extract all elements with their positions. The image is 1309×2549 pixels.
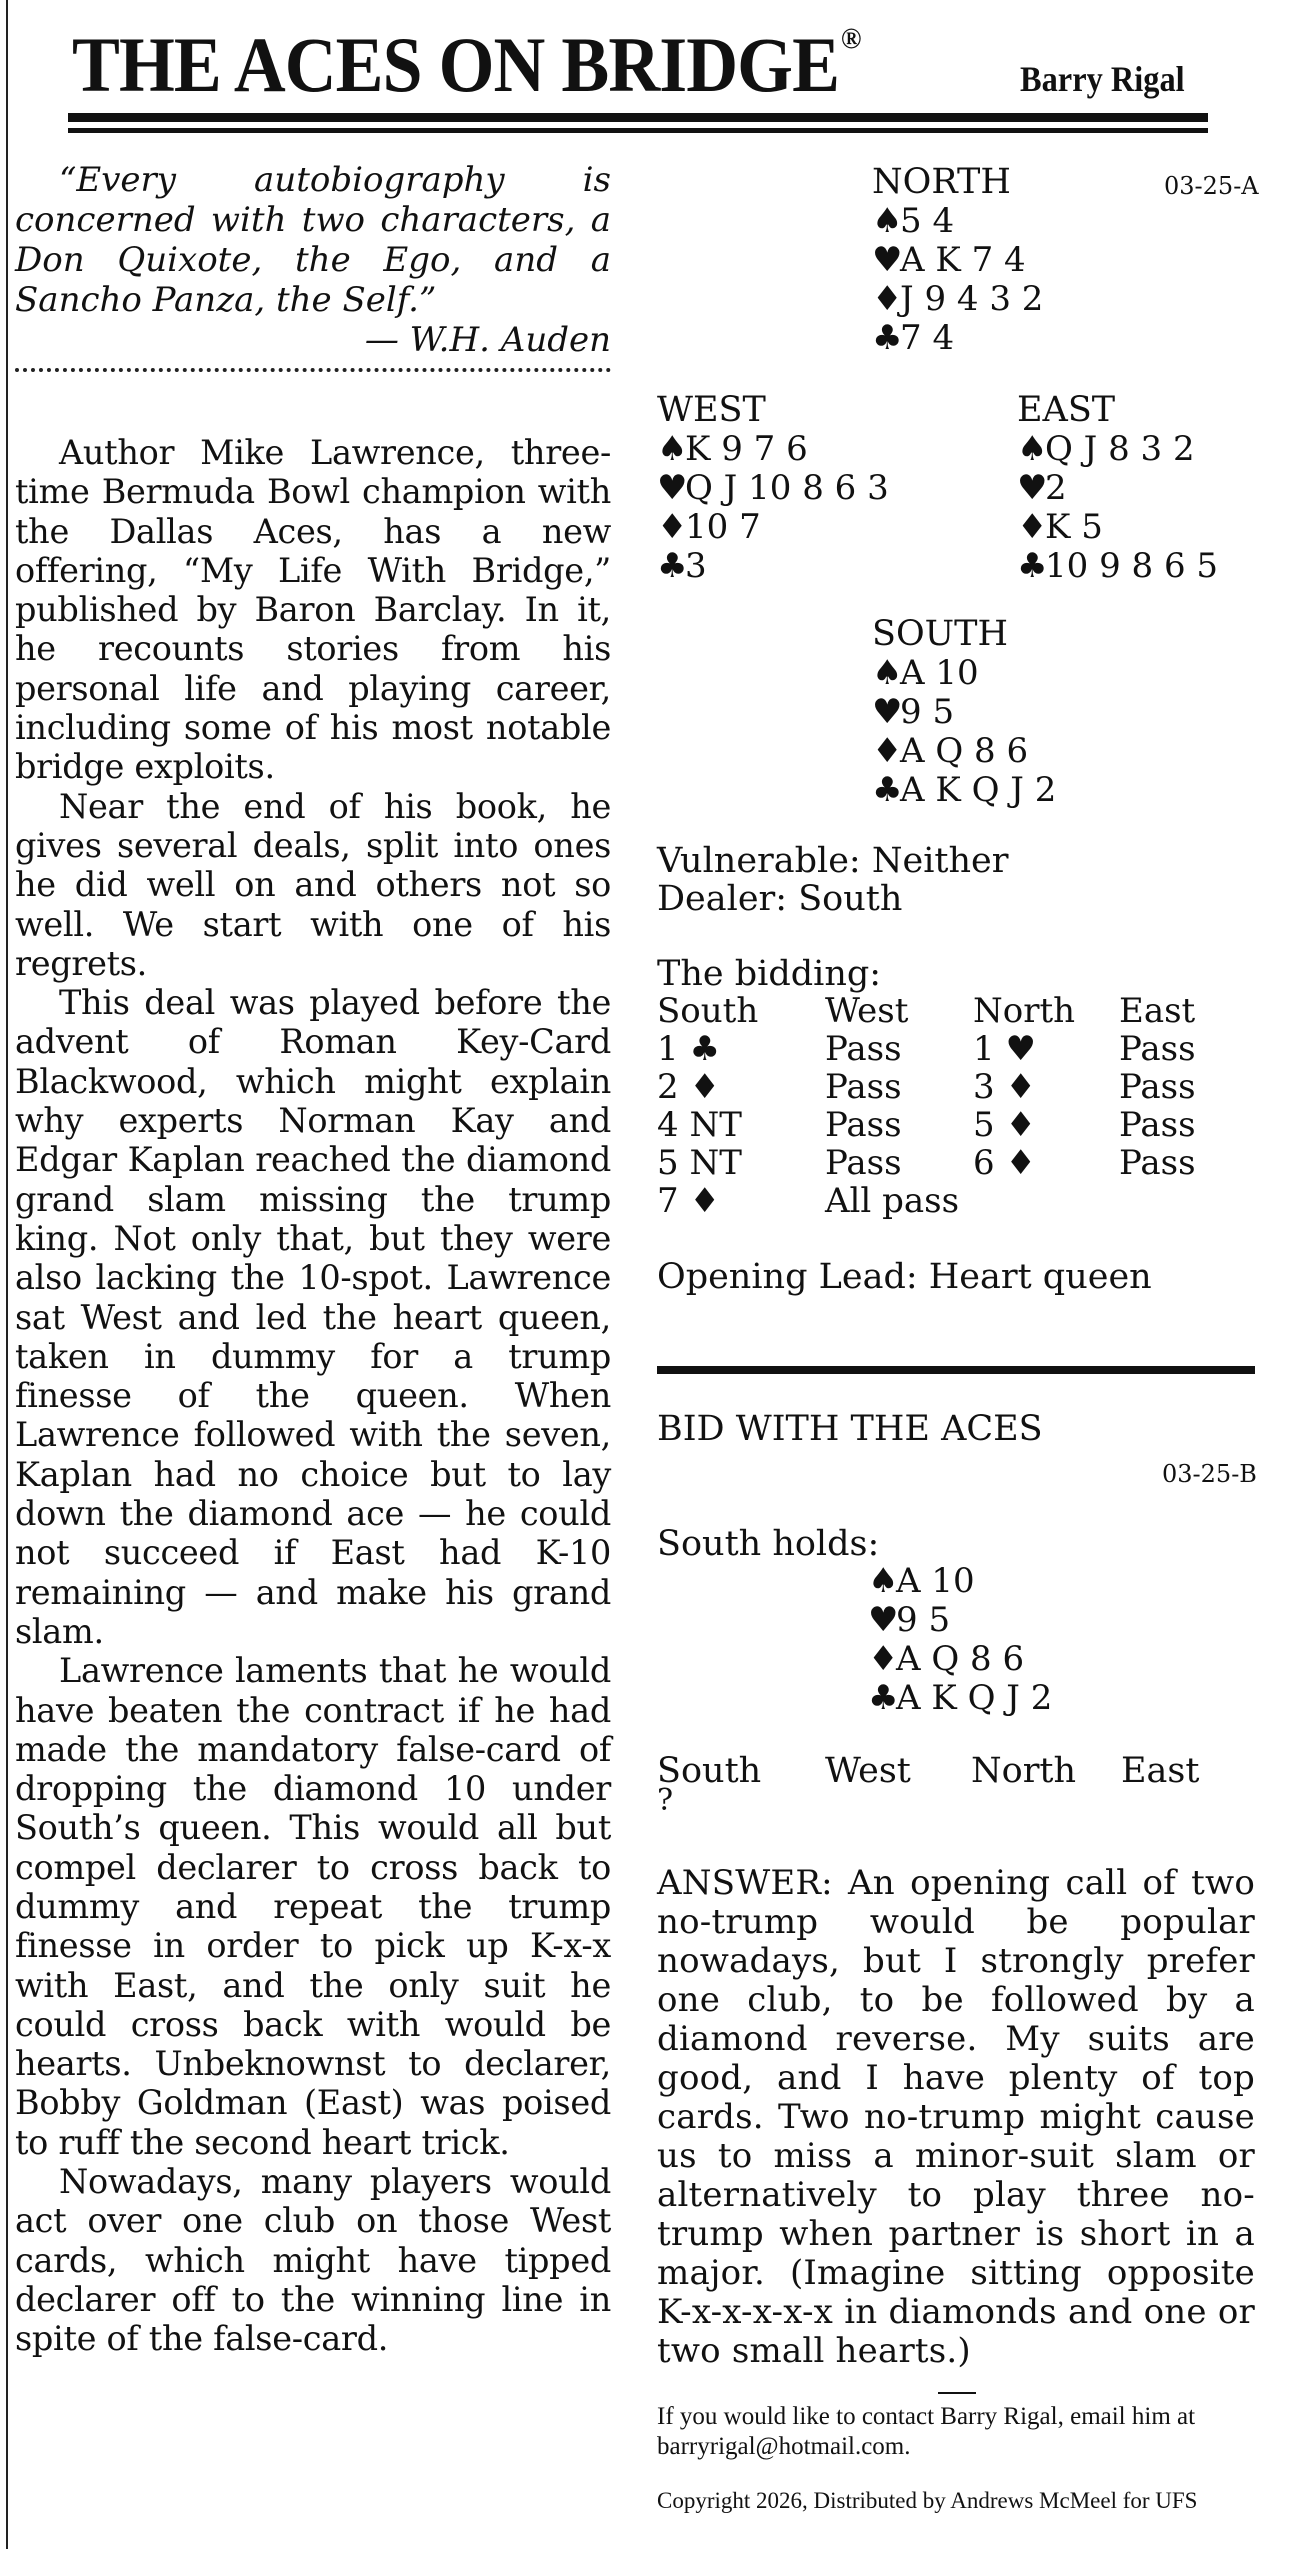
club-icon: ♣ bbox=[657, 546, 688, 586]
masthead-title: THE ACES ON BRIDGE® bbox=[72, 21, 861, 108]
bid-cell bbox=[1119, 1182, 1196, 1220]
bid-cell: 3 ♦ bbox=[973, 1067, 1036, 1107]
bid-hearts: 9 5 bbox=[896, 1600, 951, 1640]
bidding-row bbox=[657, 1030, 1196, 1068]
bid-cell: 6 ♦ bbox=[973, 1143, 1036, 1183]
north-diamonds: J 9 4 3 2 bbox=[900, 279, 1044, 319]
bid-code: 03-25-B bbox=[1162, 1460, 1257, 1488]
answer-block bbox=[657, 1864, 1255, 2371]
bid-cell: Pass bbox=[825, 1143, 902, 1183]
bid-cell: 1 ♥ bbox=[973, 1029, 1036, 1069]
bid-cell: 5 ♦ bbox=[973, 1105, 1036, 1145]
south-spades: A 10 bbox=[900, 653, 979, 693]
article-paragraph: This deal was played before the advent of Roman Key-Card Blackwood, which might explain why experts Norman Kay and Edgar Kaplan reached the diamond grand slam missing the trump king. Not only that, but they were also lacking the 10-spot. Lawrence sat West and led the heart queen, taken in dummy for a trump finesse of the queen. When Lawrence followed with the seven, Kaplan had no choice but to lay down the diamond ace — he could not succeed if East had K-10 remaining — and make his grand slam. bbox=[15, 983, 611, 1651]
article-paragraph: Author Mike Lawrence, three-time Bermuda Bowl champion with the Dallas Aces, has a new offering, “My Life With Bridge,” published by Baron Barclay. In it, he recounts stories from his personal life and playing career, including some of his most notable bridge exploits. bbox=[15, 433, 611, 787]
west-spades: K 9 7 6 bbox=[685, 429, 808, 469]
left-border-rule bbox=[6, 0, 8, 2549]
bidding-table bbox=[657, 992, 1196, 1220]
bidding-row bbox=[657, 1106, 1196, 1144]
article-paragraph: Near the end of his book, he gives several deals, split into ones he did well on and others not so well. We start with one of his regrets. bbox=[15, 786, 611, 983]
article-paragraph: Nowadays, many players would act over one club on those West cards, which might have tipped declarer off to the winning line in spite of the false-card. bbox=[15, 2162, 611, 2359]
south-clubs: A K Q J 2 bbox=[900, 770, 1057, 810]
north-label: NORTH bbox=[872, 162, 1011, 202]
epigraph bbox=[15, 160, 611, 360]
east-spades: Q J 8 3 2 bbox=[1045, 429, 1195, 469]
spade-icon: ♠ bbox=[657, 429, 688, 469]
heart-icon: ♥ bbox=[868, 1600, 899, 1640]
north-hearts: A K 7 4 bbox=[900, 240, 1026, 280]
opening-lead: Opening Lead: Heart queen bbox=[657, 1257, 1152, 1297]
west-diamonds: 10 7 bbox=[685, 507, 761, 547]
east-diamonds: K 5 bbox=[1045, 507, 1103, 547]
bid-south-hand bbox=[868, 1562, 1052, 1718]
east-label: EAST bbox=[1017, 390, 1116, 430]
spade-icon: ♠ bbox=[1017, 429, 1048, 469]
diamond-icon: ♦ bbox=[1017, 507, 1048, 547]
auction-header: North bbox=[971, 1751, 1077, 1791]
auction-header: East bbox=[1121, 1751, 1200, 1791]
bid-cell: Pass bbox=[1119, 1105, 1196, 1145]
bid-cell bbox=[973, 1182, 1119, 1220]
contact-note: If you would like to contact Barry Rigal, email him at barryrigal@hotmail.com. bbox=[657, 2403, 1196, 2460]
bid-section-title: BID WITH THE ACES bbox=[657, 1409, 1043, 1449]
dealer: Dealer: South bbox=[657, 879, 903, 919]
heart-icon: ♥ bbox=[657, 468, 688, 508]
dotted-divider bbox=[15, 368, 611, 372]
heart-icon: ♥ bbox=[1017, 468, 1048, 508]
bidding-row bbox=[657, 1068, 1196, 1106]
south-holds-label: South holds: bbox=[657, 1524, 880, 1564]
heart-icon: ♥ bbox=[872, 692, 903, 732]
club-icon: ♣ bbox=[868, 1678, 899, 1718]
bid-cell: 7 ♦ bbox=[657, 1181, 720, 1221]
east-hearts: 2 bbox=[1045, 468, 1067, 508]
bid-cell: Pass bbox=[825, 1105, 902, 1145]
answer-text: ANSWER: An opening call of two no-trump would be popular nowadays, but I strongly prefer one club, to be followed by a diamond reverse. My suits are good, and I have plenty of top cards. Two no-trump might cause us to miss a minor-suit slam or alternatively to play three no-trump when partner is short in a major. (Imagine sitting opposite K-x-x-x-x-x in diamonds and one or two small hearts.) bbox=[657, 1863, 1255, 2371]
bidding-row bbox=[657, 1144, 1196, 1182]
club-icon: ♣ bbox=[1017, 546, 1048, 586]
east-hand bbox=[1017, 430, 1218, 586]
club-icon: ♣ bbox=[872, 318, 903, 358]
north-spades: 5 4 bbox=[900, 201, 955, 241]
bid-diamonds: A Q 8 6 bbox=[896, 1639, 1025, 1679]
bid-cell: 4 NT bbox=[657, 1105, 742, 1145]
south-label: SOUTH bbox=[872, 614, 1009, 654]
bid-cell: 2 ♦ bbox=[657, 1067, 720, 1107]
vulnerable: Vulnerable: Neither bbox=[657, 841, 1009, 881]
byline: Barry Rigal bbox=[1020, 59, 1185, 99]
deal-code: 03-25-A bbox=[1164, 172, 1259, 200]
diamond-icon: ♦ bbox=[872, 731, 903, 771]
diamond-icon: ♦ bbox=[868, 1639, 899, 1679]
article-body bbox=[15, 433, 611, 2359]
auction-header: South bbox=[657, 1751, 762, 1791]
bidding-header: West bbox=[825, 991, 909, 1031]
bid-clubs: A K Q J 2 bbox=[896, 1678, 1053, 1718]
bid-cell: Pass bbox=[1119, 1067, 1196, 1107]
north-hand bbox=[872, 202, 1043, 358]
copyright: Copyright 2026, Distributed by Andrews McMeel for UFS bbox=[657, 2488, 1198, 2513]
section-divider bbox=[657, 1366, 1255, 1374]
east-clubs: 10 9 8 6 5 bbox=[1045, 546, 1219, 586]
auction-question: ? bbox=[657, 1783, 674, 1818]
west-clubs: 3 bbox=[685, 546, 707, 586]
west-hand bbox=[657, 430, 889, 586]
bid-cell: 5 NT bbox=[657, 1143, 742, 1183]
bid-cell: Pass bbox=[1119, 1143, 1196, 1183]
diamond-icon: ♦ bbox=[872, 279, 903, 319]
bidding-header: North bbox=[973, 991, 1076, 1031]
club-icon: ♣ bbox=[872, 770, 903, 810]
bid-cell: Pass bbox=[825, 1029, 902, 1069]
bidding-row bbox=[657, 1182, 1196, 1220]
bid-spades: A 10 bbox=[896, 1561, 975, 1601]
quote-attribution: — W.H. Auden bbox=[364, 320, 611, 360]
bidding-header: East bbox=[1119, 991, 1196, 1031]
south-hand bbox=[872, 654, 1056, 810]
article-paragraph: Lawrence laments that he would have beaten the contract if he had made the mandatory false-card of dropping the diamond 10 under South’s queen. This would all but compel declarer to cross back to dummy and repeat the trump finesse in order to pick up K-x-x with East, and the only suit he could cross back with would be hearts. Unbeknownst to declarer, Bobby Goldman (East) was poised to ruff the second heart trick. bbox=[15, 1651, 611, 2162]
masthead-rule-thin bbox=[68, 128, 1208, 133]
registered-mark: ® bbox=[840, 22, 861, 55]
auction-header: West bbox=[825, 1751, 911, 1791]
bid-cell: 1 ♣ bbox=[657, 1029, 720, 1069]
bidding-label: The bidding: bbox=[657, 954, 882, 994]
heart-icon: ♥ bbox=[872, 240, 903, 280]
spade-icon: ♠ bbox=[868, 1561, 899, 1601]
spade-icon: ♠ bbox=[872, 201, 903, 241]
south-diamonds: A Q 8 6 bbox=[900, 731, 1029, 771]
spade-icon: ♠ bbox=[872, 653, 903, 693]
bid-cell: Pass bbox=[1119, 1029, 1196, 1069]
diamond-icon: ♦ bbox=[657, 507, 688, 547]
west-hearts: Q J 10 8 6 3 bbox=[685, 468, 889, 508]
bid-cell: All pass bbox=[825, 1181, 960, 1221]
north-clubs: 7 4 bbox=[900, 318, 955, 358]
bidding-header-row bbox=[657, 992, 1196, 1030]
bidding-header: South bbox=[657, 991, 759, 1031]
masthead-rule-thick bbox=[68, 113, 1208, 122]
bid-cell: Pass bbox=[825, 1067, 902, 1107]
south-hearts: 9 5 bbox=[900, 692, 955, 732]
quote-text: “Every autobiography is concerned with two characters, a Don Quixote, the Ego, and a Sancho Panza, the Self.” bbox=[15, 160, 611, 320]
west-label: WEST bbox=[657, 390, 766, 430]
footer-dash bbox=[938, 2392, 976, 2394]
